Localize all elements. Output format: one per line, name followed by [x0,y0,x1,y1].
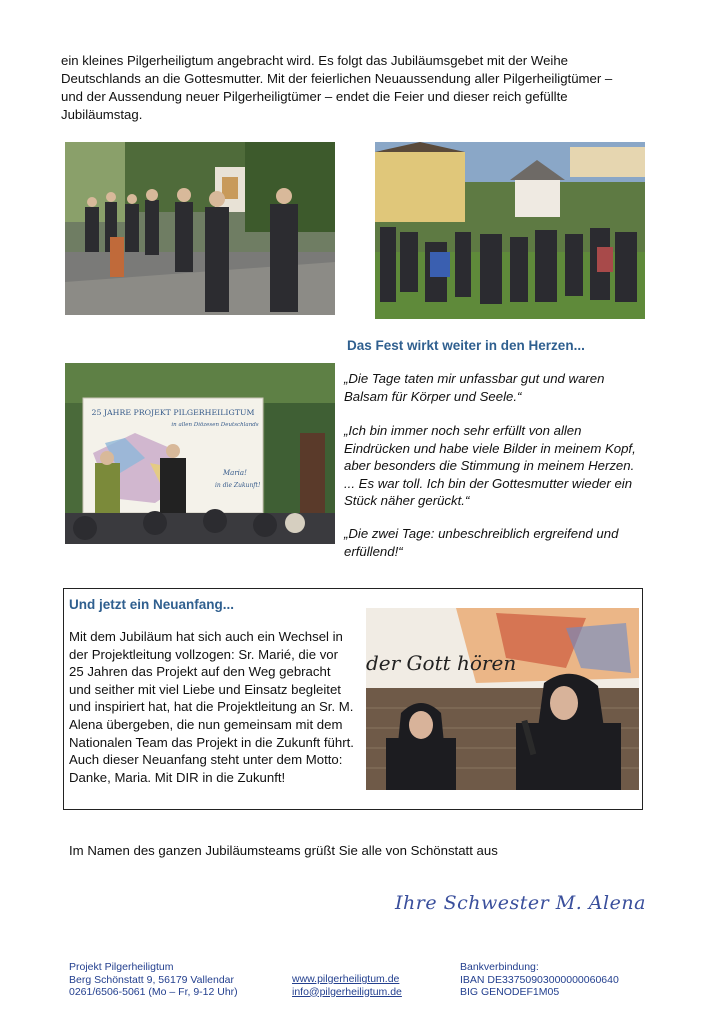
procession-photo [65,142,335,315]
banner-photo [65,363,335,544]
banner-title: 25 JAHRE PROJEKT PILGERHEILIGTUM [91,408,255,417]
bank-iban: IBAN DE33750903000000060640 [460,973,619,986]
footer-links [292,973,402,998]
signature: Ihre Schwester M. Alena [395,892,646,914]
intro-paragraph: ein kleines Pilgerheiligtum angebracht wird. Es folgt das Jubiläumsgebet mit der Weihe Deutschlands an die Gottesmutter. Mit der feierlichen Neuaussendung aller Pilgerheiligtümer – und der Aussendung neuer Pilgerheiligtümer – endet die Feier und dieser reich gefüllte Jubiläumstag. [61,53,613,122]
footer-bank [460,961,619,999]
website-link[interactable]: www.pilgerheiligtum.de [292,973,400,985]
banner-side2: in die Zukunft! [215,482,261,489]
quote-1: „Die Tage taten mir unfassbar gut und waren Balsam für Körper und Seele.“ [344,371,605,404]
neuanfang-text: Mit dem Jubiläum hat sich auch ein Wechsel in der Projektleitung vollzogen: Sr. Marié, die vor 25 Jahren das Projekt auf den Weg gebracht und seither mit viel Liebe und Einsatz begleitet und inspiriert hat, hat die Projektleitung an Sr. M. Alena übergeben, die nun gemeinsam mit dem Nationalen Team das Projekt in die Zukunft führt. Auch dieser Neuanfang steht unter dem Motto: Danke, Maria. Mit DIR in die Zukunft! [69,629,354,785]
crowd-photo [375,142,645,319]
neuanfang-heading: Und jetzt ein Neuanfang... [69,597,235,612]
quote-3: „Die zwei Tage: unbeschreiblich ergreifend und erfüllend!“ [344,526,619,559]
email-link[interactable]: info@pilgerheiligtum.de [292,985,402,998]
bank-bic: BIG GENODEF1M05 [460,986,560,998]
banner-subtitle: in allen Diözesen Deutschlands [171,422,259,428]
fest-heading: Das Fest wirkt weiter in den Herzen... [347,338,585,353]
banner-side1: Maria! [223,469,247,477]
footer-street: Berg Schönstatt 9, 56179 Vallendar [69,973,235,986]
footer-org: Projekt Pilgerheiligtum [69,961,174,973]
bank-label: Bankverbindung: [460,961,539,973]
footer-phone: 0261/6506-5061 (Mo – Fr, 9-12 Uhr) [69,986,238,998]
wall-text: der Gott hören [366,651,517,675]
sisters-photo [366,608,639,790]
quote-2: „Ich bin immer noch sehr erfüllt von allen Eindrücken und habe viele Bilder in meinem Kopf, aber besonders die Stimmung in meinem Herzen. ... Es war toll. Ich bin der Gottesmutter wieder ein Stück näher gerückt.“ [344,423,636,508]
footer-address [69,961,238,999]
closing-greeting: Im Namen des ganzen Jubiläumsteams grüßt Sie alle von Schönstatt aus [69,843,498,858]
